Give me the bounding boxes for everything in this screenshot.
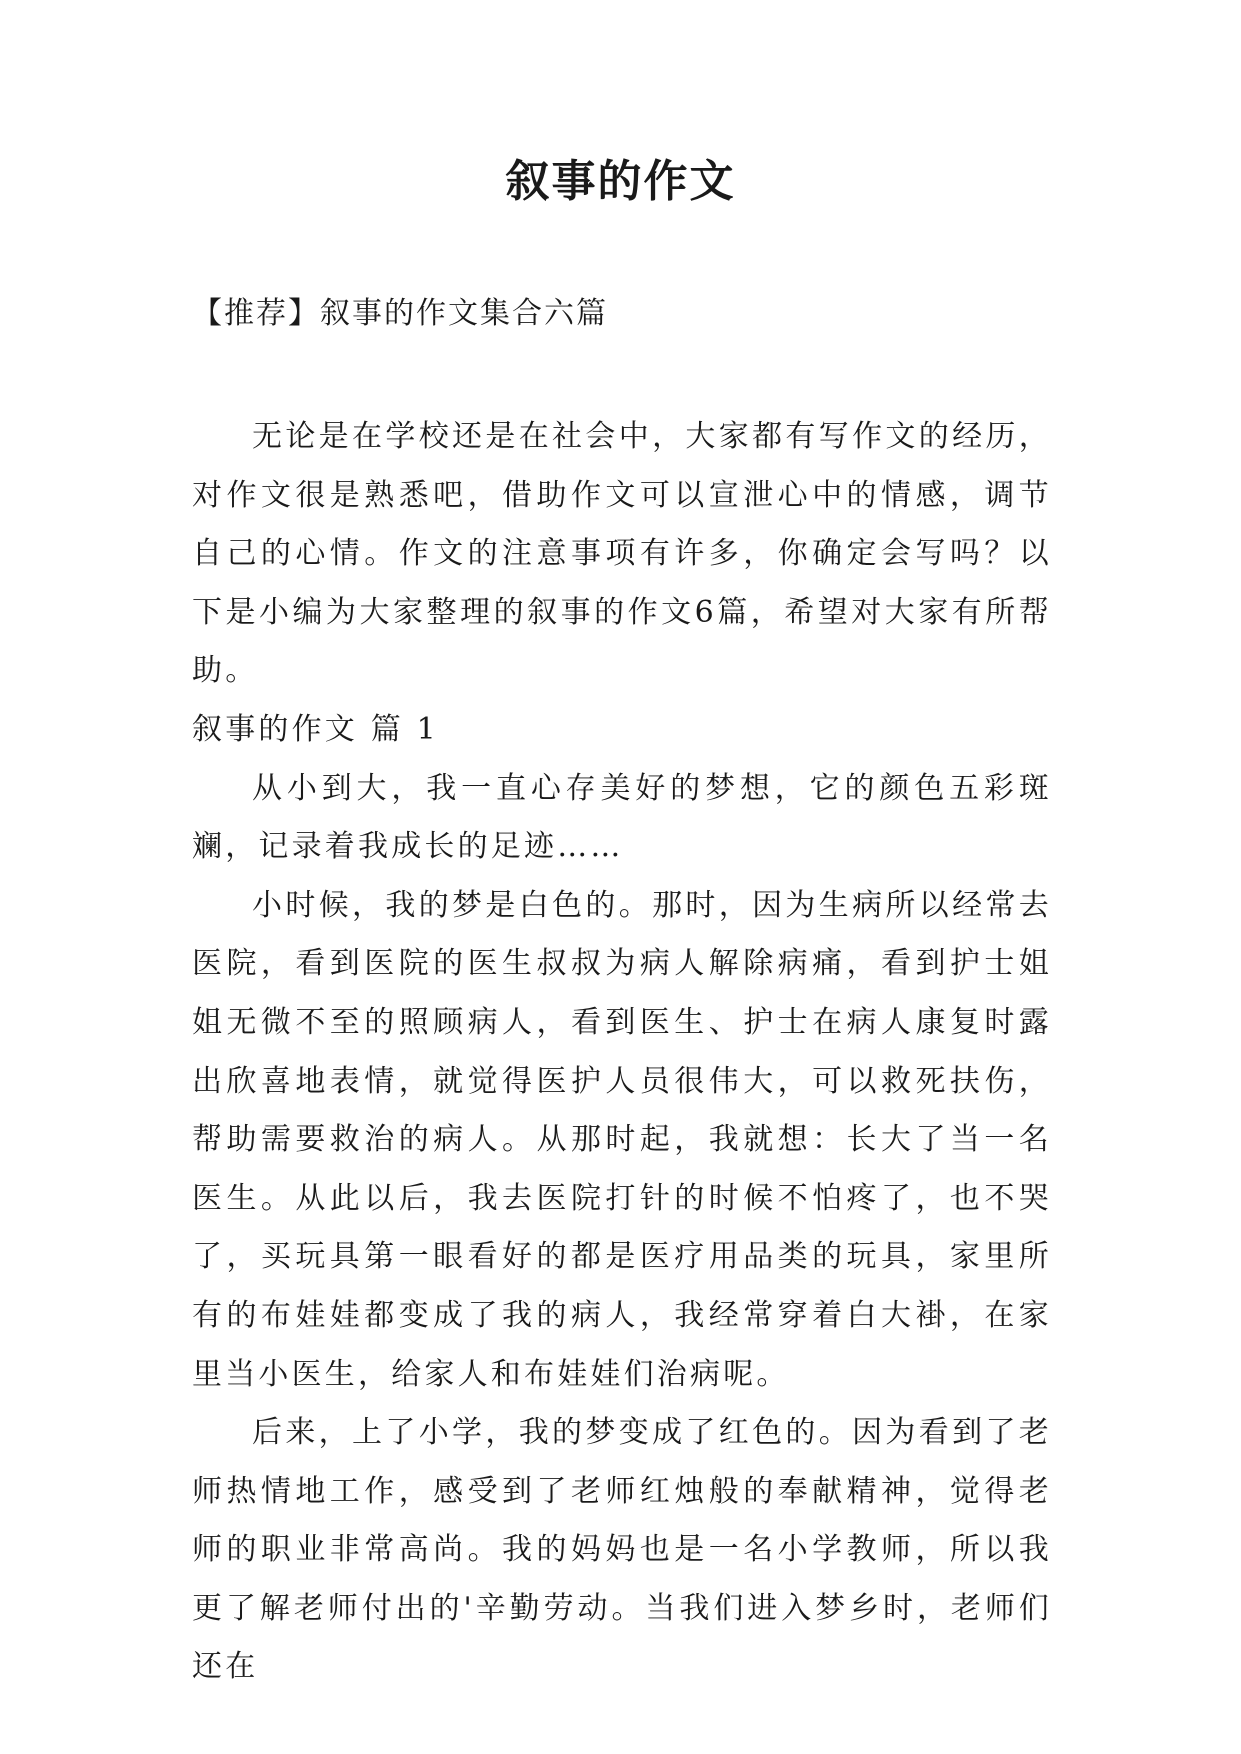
intro-paragraph: 无论是在学校还是在社会中，大家都有写作文的经历，对作文很是熟悉吧，借助作文可以宣泄心中的情感，调节自己的心情。作文的注意事项有许多，你确定会写吗？以下是小编为大家整理的叙事的作文6篇，希望对大家有所帮助。 <box>192 419 1052 689</box>
document-title: 叙事的作文 <box>505 156 736 207</box>
document-body <box>192 408 1052 1697</box>
document-subtitle: 【推荐】叙事的作文集合六篇 <box>192 296 608 331</box>
body-paragraph: 小时候，我的梦是白色的。那时，因为生病所以经常去医院，看到医院的医生叔叔为病人解除病痛，看到护士姐姐无微不至的照顾病人，看到医生、护士在病人康复时露出欣喜地表情，就觉得医护人员很伟大，可以救死扶伤，帮助需要救治的病人。从那时起，我就想：长大了当一名医生。从此以后，我去医院打针的时候不怕疼了，也不哭了，买玩具第一眼看好的都是医疗用品类的玩具，家里所有的布娃娃都变成了我的病人，我经常穿着白大褂，在家里当小医生，给家人和布娃娃们治病呢。 <box>192 887 1052 1392</box>
body-paragraph: 后来，上了小学，我的梦变成了红色的。因为看到了老师热情地工作，感受到了老师红烛般的奉献精神，觉得老师的职业非常高尚。我的妈妈也是一名小学教师，所以我更了解老师付出的'辛勤劳动。当我们进入梦乡时，老师们还在 <box>192 1415 1052 1685</box>
section-heading: 叙事的作文 篇 1 <box>192 711 439 747</box>
body-paragraph: 从小到大，我一直心存美好的梦想，它的颜色五彩斑斓，记录着我成长的足迹…… <box>192 770 1052 865</box>
